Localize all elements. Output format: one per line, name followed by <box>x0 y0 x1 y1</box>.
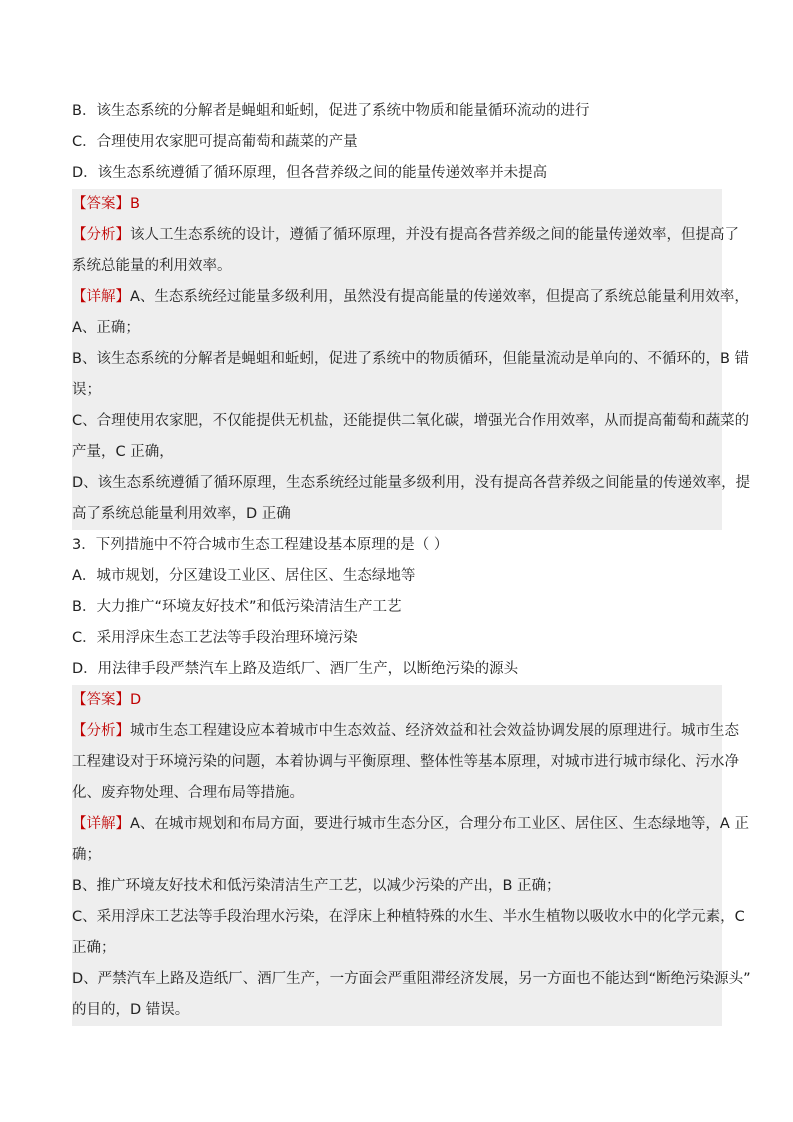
detail-d: D、该生态系统遵循了循环原理，生态系统经过能量多级利用，没有提高各营养级之间能量的传递效率，提 <box>72 475 751 491</box>
q3-option-a: A．城市规划，分区建设工业区、居住区、生态绿地等 <box>72 568 416 584</box>
analysis-text-cont: 系统总能量的利用效率。 <box>72 258 232 274</box>
detail-b-cont: 误； <box>72 382 101 398</box>
q2-answer-block <box>72 189 722 220</box>
analysis-text: 城市生态工程建设应本着城市中生态效益、经济效益和社会效益协调发展的原理进行。城市生态 <box>130 723 739 739</box>
answer-tag: 【答案】 <box>72 196 130 212</box>
detail-d-cont: 的目的，D 错误。 <box>72 1002 190 1018</box>
q2-detail-block <box>72 282 751 530</box>
detail-c: C、采用浮床工艺法等手段治理水污染，在浮床上种植特殊的水生、半水生植物以吸收水中的化学元素，C <box>72 909 745 925</box>
detail-d-cont: 高了系统总能量利用效率，D 正确 <box>72 506 291 522</box>
q2-analysis-block <box>72 220 739 282</box>
detail-tag: 【详解】 <box>72 289 130 305</box>
detail-c: C、合理使用农家肥，不仅能提供无机盐，还能提供二氧化碳，增强光合作用效率，从而提高葡萄和蔬菜的 <box>72 413 750 429</box>
q2-option-b: B．该生态系统的分解者是蝇蛆和蚯蚓，促进了系统中物质和能量循环流动的进行 <box>72 103 590 119</box>
q2-option-d: D．该生态系统遵循了循环原理，但各营养级之间的能量传递效率并未提高 <box>72 165 548 181</box>
analysis-tag: 【分析】 <box>72 723 130 739</box>
q2-option-c: C．合理使用农家肥可提高葡萄和蔬菜的产量 <box>72 134 358 150</box>
analysis-text-cont: 化、废弃物处理、合理布局等措施。 <box>72 785 304 801</box>
analysis-text-cont: 工程建设对于环境污染的问题，本着协调与平衡原理、整体性等基本原理，对城市进行城市绿化、污水净 <box>72 754 739 770</box>
q3-option-d: D．用法律手段严禁汽车上路及造纸厂、酒厂生产，以断绝污染的源头 <box>72 661 519 677</box>
analysis-text: 该人工生态系统的设计，遵循了循环原理，并没有提高各营养级之间的能量传递效率，但提高了 <box>130 227 739 243</box>
detail-b: B、推广环境友好技术和低污染清洁生产工艺，以减少污染的产出，B 正确； <box>72 878 561 894</box>
detail-b: B、该生态系统的分解者是蝇蛆和蚯蚓，促进了系统中的物质循环，但能量流动是单向的、不循环的，B 错 <box>72 351 749 367</box>
q3-stem: 3．下列措施中不符合城市生态工程建设基本原理的是（ ） <box>72 537 449 553</box>
detail-a: A、在城市规划和布局方面，要进行城市生态分区，合理分布工业区、居住区、生态绿地等，A 正 <box>130 816 749 832</box>
detail-a-cont: 确； <box>72 847 101 863</box>
detail-c-cont: 正确； <box>72 940 116 956</box>
detail-a: A、生态系统经过能量多级利用，虽然没有提高能量的传递效率，但提高了系统总能量利用效率， <box>130 289 749 305</box>
detail-c-cont: 产量，C 正确， <box>72 444 174 460</box>
answer-tag: 【答案】 <box>72 692 130 708</box>
q3-answer-block <box>72 685 722 716</box>
answer-value: B <box>130 196 140 212</box>
detail-tag: 【详解】 <box>72 816 130 832</box>
detail-d: D、严禁汽车上路及造纸厂、酒厂生产，一方面会严重阻滞经济发展，另一方面也不能达到“断绝污染源头” <box>72 971 751 987</box>
q3-detail-block <box>72 809 751 1026</box>
q3-analysis-block <box>72 716 739 809</box>
q3-option-b: B．大力推广“环境友好技术”和低污染清洁生产工艺 <box>72 599 402 615</box>
answer-value: D <box>130 692 142 708</box>
q3-option-c: C．采用浮床生态工艺法等手段治理环境污染 <box>72 630 358 646</box>
document-page <box>72 96 751 1026</box>
analysis-tag: 【分析】 <box>72 227 130 243</box>
detail-a-cont: A、正确； <box>72 320 140 336</box>
